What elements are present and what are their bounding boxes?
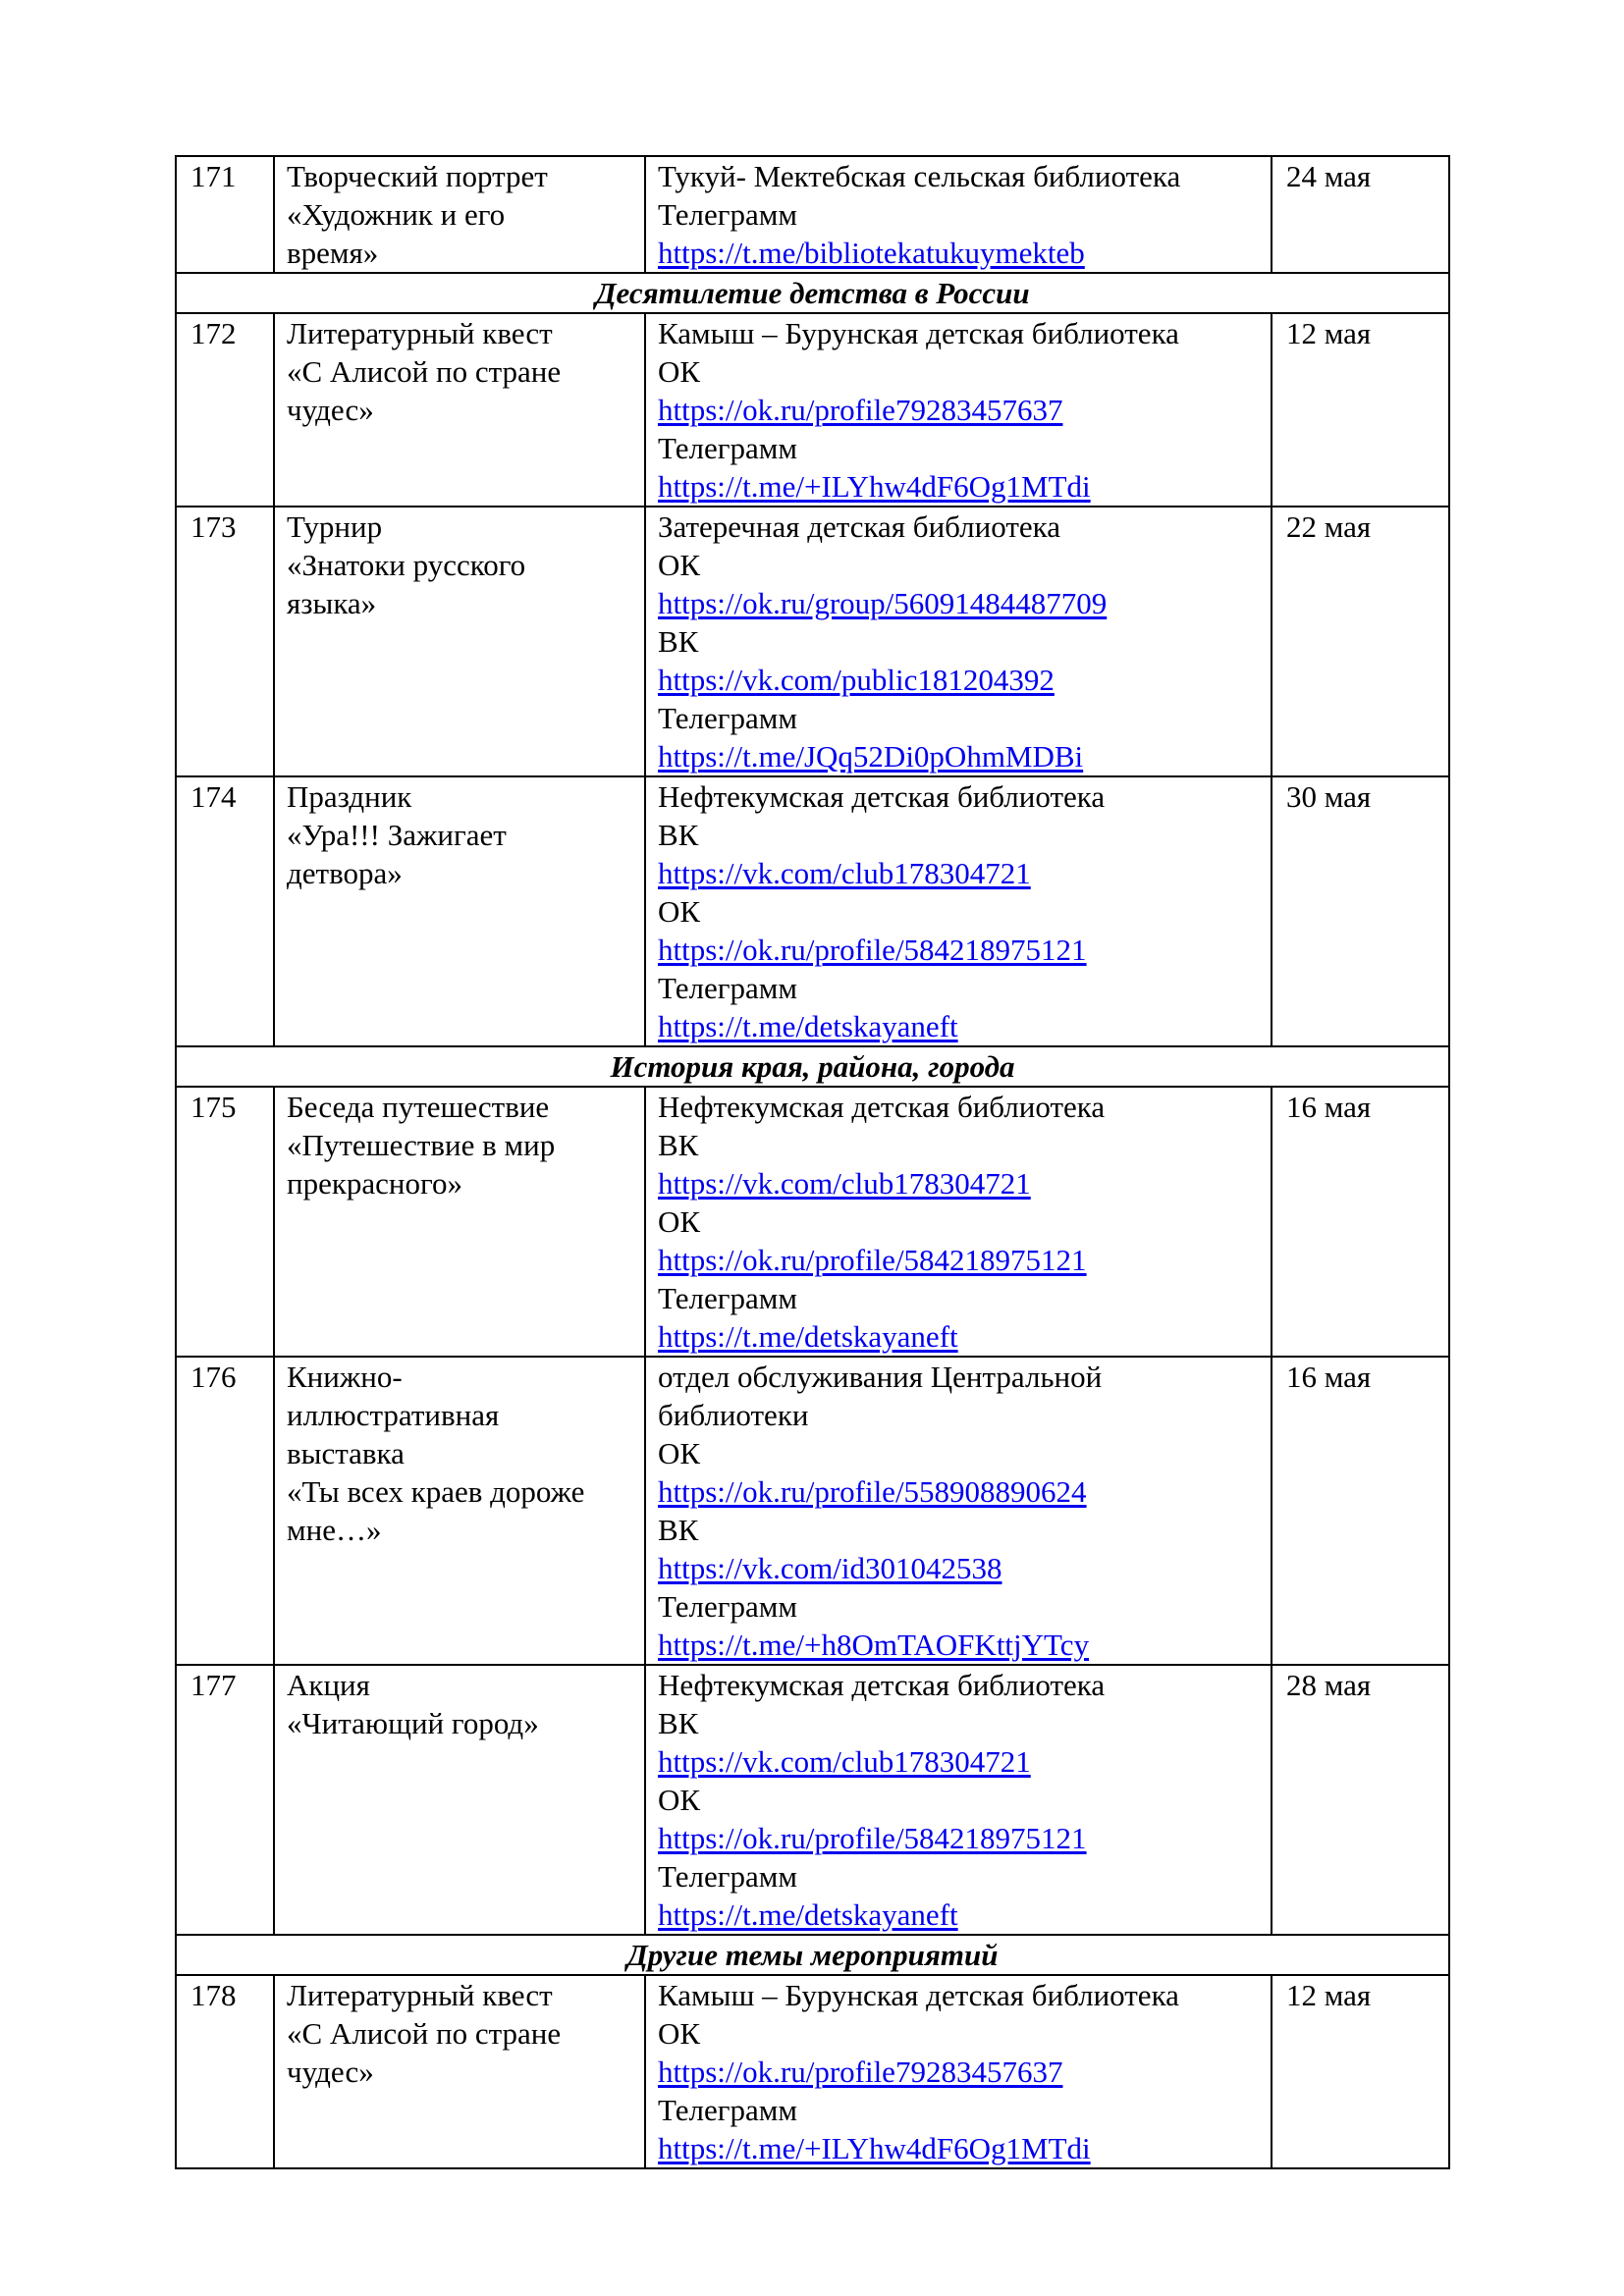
venue-text: Камыш – Бурунская детская библиотека (658, 1978, 1179, 2012)
event-date: 12 мая (1272, 313, 1449, 507)
section-title: Десятилетие детства в России (176, 273, 1449, 313)
event-title-line: Литературный квест (287, 316, 553, 350)
event-title (274, 507, 645, 776)
venue-link-line (658, 1241, 1259, 1279)
event-number: 173 (176, 507, 274, 776)
venue-link-line (658, 1626, 1259, 1664)
venue-link-line (658, 1549, 1259, 1587)
event-row (176, 1665, 1449, 1935)
event-title-line: Турнир (287, 509, 383, 544)
event-date: 22 мая (1272, 507, 1449, 776)
event-date: 28 мая (1272, 1665, 1449, 1935)
venue-link[interactable]: https://t.me/detskayaneft (658, 1897, 958, 1932)
section-title: История края, района, города (176, 1046, 1449, 1087)
venue-link-line (658, 737, 1259, 775)
event-date: 12 мая (1272, 1975, 1449, 2168)
event-title-line: «Ура!!! Зажигает (287, 818, 507, 852)
venue-text: ОК (658, 1204, 701, 1239)
venue-text: Нефтекумская детская библиотека (658, 1668, 1106, 1702)
event-title (274, 1357, 645, 1665)
venue-link[interactable]: https://vk.com/id301042538 (658, 1551, 1002, 1585)
venue-link[interactable]: https://ok.ru/profile/584218975121 (658, 933, 1087, 967)
venue-text: Камыш – Бурунская детская библиотека (658, 316, 1179, 350)
event-number: 177 (176, 1665, 274, 1935)
venue-link-line (658, 1819, 1259, 1857)
event-title-line: чудес» (287, 393, 374, 427)
events-table (175, 155, 1450, 2169)
venue-text: ОК (658, 1436, 701, 1470)
venue-link[interactable]: https://ok.ru/profile/558908890624 (658, 1474, 1087, 1509)
venue-text: Затеречная детская библиотека (658, 509, 1060, 544)
venue-link-line (658, 584, 1259, 622)
venue-text: Телеграмм (658, 431, 797, 465)
venue-link-line (658, 1007, 1259, 1045)
event-title-line: «Знатоки русского (287, 548, 526, 582)
events-table-body (176, 156, 1449, 2168)
venue-text: Нефтекумская детская библиотека (658, 779, 1106, 814)
venue-link[interactable]: https://vk.com/club178304721 (658, 856, 1031, 890)
event-venue (645, 1665, 1272, 1935)
event-title-line: языка» (287, 586, 377, 620)
event-title-line: мне…» (287, 1513, 382, 1547)
event-title-line: Литературный квест (287, 1978, 553, 2012)
venue-link-line (658, 1164, 1259, 1202)
venue-link[interactable]: https://ok.ru/profile79283457637 (658, 2055, 1063, 2089)
event-venue (645, 156, 1272, 273)
venue-link-line (658, 467, 1259, 506)
venue-text: ВК (658, 1706, 699, 1740)
venue-link[interactable]: https://t.me/JQq52Di0pOhmMDBi (658, 739, 1084, 774)
event-title-line: «Художник и его (287, 197, 506, 232)
event-row (176, 776, 1449, 1046)
venue-link[interactable]: https://t.me/+ILYhw4dF6Og1MTdi (658, 2131, 1091, 2165)
event-number: 174 (176, 776, 274, 1046)
event-venue (645, 776, 1272, 1046)
venue-text: ОК (658, 1783, 701, 1817)
venue-link[interactable]: https://ok.ru/profile/584218975121 (658, 1821, 1087, 1855)
venue-text: Телеграмм (658, 2093, 797, 2127)
venue-link[interactable]: https://ok.ru/group/56091484487709 (658, 586, 1108, 620)
venue-link-line (658, 1472, 1259, 1511)
venue-text: Телеграмм (658, 701, 797, 735)
event-title-line: «Ты всех краев дороже (287, 1474, 585, 1509)
venue-link[interactable]: https://t.me/detskayaneft (658, 1319, 958, 1354)
venue-link[interactable]: https://ok.ru/profile/584218975121 (658, 1243, 1087, 1277)
event-title (274, 1665, 645, 1935)
event-title-line: «С Алисой по стране (287, 354, 562, 389)
venue-text: ОК (658, 2016, 701, 2051)
event-number: 176 (176, 1357, 274, 1665)
event-title-line: иллюстративная (287, 1398, 500, 1432)
event-title-line: время» (287, 236, 379, 270)
event-title (274, 1087, 645, 1357)
event-row (176, 1975, 1449, 2168)
venue-link[interactable]: https://t.me/bibliotekatukuymekteb (658, 236, 1085, 270)
venue-text: Телеграмм (658, 1859, 797, 1894)
event-title-line: выставка (287, 1436, 405, 1470)
venue-link-line (658, 2053, 1259, 2091)
section-header-row (176, 1935, 1449, 1975)
venue-link-line (658, 931, 1259, 969)
venue-link-line (658, 661, 1259, 699)
event-title-line: «С Алисой по стране (287, 2016, 562, 2051)
event-venue (645, 1087, 1272, 1357)
venue-link[interactable]: https://t.me/detskayaneft (658, 1009, 958, 1043)
venue-link[interactable]: https://ok.ru/profile79283457637 (658, 393, 1063, 427)
venue-text: Телеграмм (658, 197, 797, 232)
event-number: 172 (176, 313, 274, 507)
venue-link[interactable]: https://vk.com/club178304721 (658, 1744, 1031, 1779)
venue-link[interactable]: https://t.me/+h8OmTAOFKttjYTcy (658, 1628, 1090, 1662)
venue-text: ВК (658, 1128, 699, 1162)
event-title-line: «Путешествие в мир (287, 1128, 556, 1162)
venue-link-line (658, 1742, 1259, 1781)
event-date: 16 мая (1272, 1087, 1449, 1357)
event-venue (645, 1357, 1272, 1665)
venue-link-line (658, 2129, 1259, 2167)
venue-link-line (658, 854, 1259, 892)
event-title-line: детвора» (287, 856, 403, 890)
section-title: Другие темы мероприятий (176, 1935, 1449, 1975)
event-title (274, 313, 645, 507)
venue-text: библиотеки (658, 1398, 809, 1432)
venue-text: ОК (658, 354, 701, 389)
event-title (274, 156, 645, 273)
venue-link-line (658, 1317, 1259, 1356)
venue-text: ОК (658, 548, 701, 582)
event-row (176, 313, 1449, 507)
venue-text: ВК (658, 1513, 699, 1547)
event-venue (645, 1975, 1272, 2168)
event-venue (645, 313, 1272, 507)
event-title-line: Творческий портрет (287, 159, 548, 193)
section-header-row (176, 1046, 1449, 1087)
event-title-line: Праздник (287, 779, 412, 814)
event-title (274, 1975, 645, 2168)
venue-text: отдел обслуживания Центральной (658, 1360, 1103, 1394)
venue-link[interactable]: https://t.me/+ILYhw4dF6Og1MTdi (658, 469, 1091, 504)
event-venue (645, 507, 1272, 776)
venue-link[interactable]: https://vk.com/club178304721 (658, 1166, 1031, 1201)
event-row (176, 1087, 1449, 1357)
venue-text: Телеграмм (658, 1589, 797, 1624)
event-date: 24 мая (1272, 156, 1449, 273)
venue-text: ВК (658, 818, 699, 852)
venue-text: ОК (658, 894, 701, 929)
venue-link-line (658, 234, 1259, 272)
event-title (274, 776, 645, 1046)
event-date: 16 мая (1272, 1357, 1449, 1665)
venue-text: Телеграмм (658, 1281, 797, 1315)
event-title-line: чудес» (287, 2055, 374, 2089)
event-title-line: Книжно- (287, 1360, 403, 1394)
event-title-line: прекрасного» (287, 1166, 462, 1201)
section-header-row (176, 273, 1449, 313)
venue-link-line (658, 391, 1259, 429)
venue-text: Нефтекумская детская библиотека (658, 1090, 1106, 1124)
venue-link-line (658, 1896, 1259, 1934)
venue-text: Телеграмм (658, 971, 797, 1005)
event-row (176, 156, 1449, 273)
event-title-line: Беседа путешествие (287, 1090, 550, 1124)
event-number: 171 (176, 156, 274, 273)
event-number: 178 (176, 1975, 274, 2168)
event-date: 30 мая (1272, 776, 1449, 1046)
event-title-line: Акция (287, 1668, 370, 1702)
venue-text: Тукуй- Мектебская сельская библиотека (658, 159, 1181, 193)
venue-link[interactable]: https://vk.com/public181204392 (658, 663, 1055, 697)
venue-text: ВК (658, 624, 699, 659)
event-number: 175 (176, 1087, 274, 1357)
event-title-line: «Читающий город» (287, 1706, 539, 1740)
event-row (176, 1357, 1449, 1665)
event-row (176, 507, 1449, 776)
